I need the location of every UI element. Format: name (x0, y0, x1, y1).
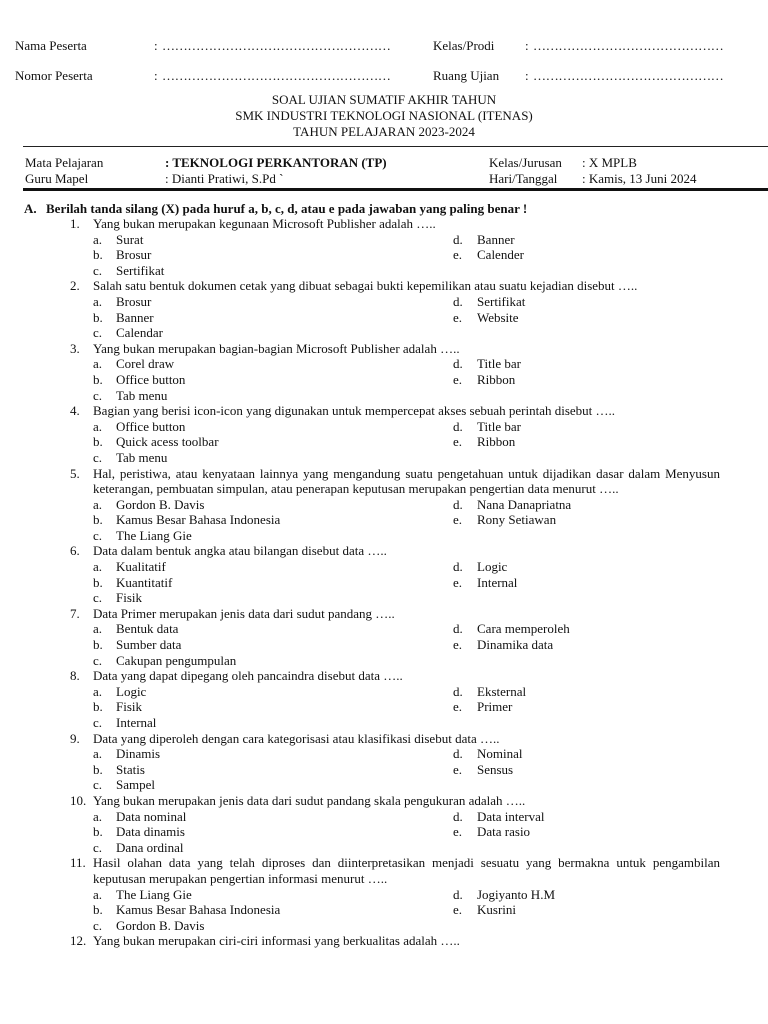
option-letter-d[interactable]: d. (453, 621, 463, 637)
question-number: 2. (70, 278, 80, 294)
question-item (0, 341, 768, 403)
option-letter-d[interactable]: d. (453, 231, 463, 247)
option-row (0, 653, 768, 669)
option-text-b: Fisik (116, 699, 143, 715)
option-text-c: Sertifikat (116, 262, 165, 278)
option-letter-e[interactable]: e. (453, 824, 463, 840)
option-text-d: Sertifikat (477, 293, 526, 309)
option-row (0, 762, 768, 778)
option-text-b: Kamus Besar Bahasa Indonesia (116, 902, 281, 918)
nama-label: Nama Peserta (15, 38, 87, 53)
option-text-e: Data rasio (477, 824, 531, 840)
option-letter-a[interactable]: a. (93, 621, 103, 637)
option-row (0, 419, 768, 435)
option-row (0, 512, 768, 528)
option-letter-a[interactable]: a. (93, 886, 103, 902)
kelas-prodi-field[interactable]: ……………………………………… (533, 38, 724, 53)
hari-tanggal-value: : Kamis, 13 Juni 2024 (582, 171, 697, 186)
option-text-c: Dana ordinal (116, 839, 184, 855)
question-number: 4. (70, 403, 80, 419)
question-number: 9. (70, 730, 80, 746)
header-divider-bottom (23, 188, 768, 191)
option-letter-e[interactable]: e. (453, 699, 463, 715)
option-text-b: Sumber data (116, 637, 182, 653)
option-row (0, 902, 768, 918)
option-letter-a[interactable]: a. (93, 746, 103, 762)
option-letter-e[interactable]: e. (453, 574, 463, 590)
option-row (0, 325, 768, 341)
option-list (0, 887, 768, 934)
ruang-field[interactable]: ……………………………………… (533, 68, 724, 83)
question-number: 5. (70, 465, 80, 481)
option-text-e: Rony Setiawan (477, 512, 557, 528)
option-text-a: Brosur (116, 293, 152, 309)
option-list (0, 232, 768, 279)
option-letter-c[interactable]: c. (93, 262, 103, 278)
option-row (0, 918, 768, 934)
question-text: Yang bukan merupakan bagian-bagian Microsoft Publisher adalah ….. (93, 340, 460, 356)
option-letter-e[interactable]: e. (453, 309, 463, 325)
option-text-b: Statis (116, 761, 145, 777)
option-row (0, 715, 768, 731)
option-row (0, 388, 768, 404)
option-text-c: The Liang Gie (116, 527, 192, 543)
option-letter-d[interactable]: d. (453, 559, 463, 575)
option-text-e: Dinamika data (477, 637, 554, 653)
option-letter-c[interactable]: c. (93, 777, 103, 793)
instruction-text: Berilah tanda silang (X) pada huruf a, b, c, d, atau e pada jawaban yang paling benar ! (46, 201, 528, 216)
option-text-e: Internal (477, 574, 518, 590)
option-text-e: Sensus (477, 761, 514, 777)
option-letter-a[interactable]: a. (93, 683, 103, 699)
option-letter-a[interactable]: a. (93, 559, 103, 575)
option-letter-d[interactable]: d. (453, 418, 463, 434)
option-letter-c[interactable]: c. (93, 715, 103, 730)
option-row (0, 590, 768, 606)
option-row (0, 247, 768, 263)
question-text: Data yang diperoleh dengan cara kategorisasi atau klasifikasi disebut data ….. (93, 730, 500, 746)
question-text: Hasil olahan data yang telah diproses dan diinterpretasikan menjadi sesuatu yang bermakna untuk pengambilan keputusan merupakan pengertian informasi menurut ….. (93, 855, 720, 886)
option-text-c: Gordon B. Davis (116, 917, 205, 933)
question-text: Hal, peristiwa, atau kenyataan lainnya yang mengandung suatu pengetahuan untuk dijadikan dasar dalam Menyusun keterangan, pembuatan simpulan, atau penerapan keputusan merupakan pengertian data menurut ….. (93, 465, 720, 497)
option-letter-b[interactable]: b. (93, 309, 103, 325)
option-letter-c[interactable]: c. (93, 527, 103, 543)
option-list (0, 294, 768, 341)
option-row (0, 232, 768, 248)
question-list (0, 216, 768, 949)
option-text-a: Gordon B. Davis (116, 496, 205, 512)
option-row (0, 310, 768, 326)
option-row (0, 746, 768, 762)
question-number: 8. (70, 668, 80, 684)
option-text-c: Sampel (116, 777, 155, 793)
option-row (0, 434, 768, 450)
option-letter-e[interactable]: e. (453, 902, 463, 918)
option-letter-b[interactable]: b. (93, 247, 103, 263)
question-item (0, 403, 768, 465)
option-row (0, 637, 768, 653)
option-letter-e[interactable]: e. (453, 761, 463, 777)
question-item (0, 933, 768, 949)
option-text-d: Cara memperoleh (477, 621, 570, 637)
option-letter-a[interactable]: a. (93, 293, 103, 309)
option-text-c: Internal (116, 715, 157, 730)
option-row (0, 294, 768, 310)
option-text-d: Title bar (477, 356, 521, 372)
option-letter-a[interactable]: a. (93, 496, 103, 512)
question-text: Salah satu bentuk dokumen cetak yang dibuat sebagai bukti kepemilikan atau suatu kejadian disebut ….. (93, 278, 638, 294)
question-number: 10. (70, 792, 87, 808)
question-number: 1. (70, 216, 80, 231)
question-item (0, 731, 768, 793)
mapel-value: : TEKNOLOGI PERKANTORAN (TP) (165, 155, 387, 170)
option-row (0, 263, 768, 279)
option-letter-c[interactable]: c. (93, 839, 103, 855)
option-row (0, 621, 768, 637)
identity-row-1 (15, 38, 755, 54)
question-number: 6. (70, 543, 80, 559)
option-text-a: Surat (116, 231, 144, 247)
option-letter-c[interactable]: c. (93, 590, 103, 606)
option-text-a: Corel draw (116, 356, 175, 372)
option-letter-c[interactable]: c. (93, 387, 103, 403)
option-text-c: Cakupan pengumpulan (116, 652, 237, 668)
option-text-b: Kuantitatif (116, 574, 173, 590)
option-letter-a[interactable]: a. (93, 808, 103, 824)
option-text-d: Title bar (477, 418, 521, 434)
option-text-e: Kusrini (477, 902, 516, 918)
option-row (0, 887, 768, 903)
option-row (0, 777, 768, 793)
question-text: Data Primer merupakan jenis data dari sudut pandang ….. (93, 605, 395, 621)
option-list (0, 621, 768, 668)
option-text-e: Ribbon (477, 371, 516, 387)
option-text-d: Nominal (477, 746, 523, 762)
ruang-colon: : (525, 68, 529, 83)
question-text: Yang bukan merupakan kegunaan Microsoft Publisher adalah ….. (93, 216, 436, 231)
option-letter-e[interactable]: e. (453, 434, 463, 450)
option-text-a: Dinamis (116, 746, 161, 762)
question-item (0, 793, 768, 855)
option-letter-e[interactable]: e. (453, 371, 463, 387)
question-item (0, 855, 768, 933)
option-text-a: Bentuk data (116, 621, 179, 637)
option-letter-d[interactable]: d. (453, 683, 463, 699)
option-list (0, 497, 768, 544)
option-text-b: Data dinamis (116, 824, 185, 840)
section-letter: A. (24, 201, 37, 216)
option-letter-c[interactable]: c. (93, 917, 103, 933)
option-text-a: Kualitatif (116, 559, 166, 575)
school-name: SMK INDUSTRI TEKNOLOGI NASIONAL (ITENAS) (235, 108, 533, 123)
option-letter-c[interactable]: c. (93, 325, 103, 341)
option-row (0, 356, 768, 372)
question-text: Bagian yang berisi icon-icon yang digunakan untuk mempercepat akses sebuah perintah disebut ….. (93, 403, 616, 419)
option-text-d: Nana Danapriatna (477, 496, 572, 512)
option-letter-b[interactable]: b. (93, 512, 103, 528)
nama-field[interactable]: ……………………………………………… (162, 38, 391, 53)
option-letter-b[interactable]: b. (93, 824, 103, 840)
option-text-e: Ribbon (477, 434, 516, 450)
question-text: Yang bukan merupakan ciri-ciri informasi yang berkualitas adalah ….. (93, 933, 460, 949)
option-letter-e[interactable]: e. (453, 247, 463, 263)
nomor-field[interactable]: ……………………………………………… (162, 68, 391, 83)
option-row (0, 699, 768, 715)
option-text-b: Office button (116, 371, 186, 387)
section-instruction (24, 201, 527, 217)
option-row (0, 450, 768, 466)
hari-tanggal-label: Hari/Tanggal (489, 171, 558, 186)
question-number: 12. (70, 933, 87, 949)
option-text-a: Logic (116, 683, 147, 699)
question-number: 3. (70, 340, 80, 356)
option-letter-d[interactable]: d. (453, 886, 463, 902)
nomor-colon: : (154, 68, 158, 83)
question-item (0, 466, 768, 544)
option-letter-b[interactable]: b. (93, 902, 103, 918)
option-text-d: Logic (477, 559, 508, 575)
option-letter-b[interactable]: b. (93, 434, 103, 450)
question-item (0, 668, 768, 730)
option-text-c: Tab menu (116, 387, 168, 403)
option-letter-b[interactable]: b. (93, 761, 103, 777)
guru-label: Guru Mapel (25, 171, 89, 186)
option-text-a: Office button (116, 418, 186, 434)
option-text-b: Brosur (116, 247, 152, 263)
question-text: Data yang dapat dipegang oleh pancaindra disebut data ….. (93, 668, 403, 684)
option-row (0, 575, 768, 591)
option-letter-a[interactable]: a. (93, 231, 103, 247)
option-row (0, 372, 768, 388)
option-letter-b[interactable]: b. (93, 637, 103, 653)
kelas-prodi-colon: : (525, 38, 529, 53)
option-text-c: Calendar (116, 325, 163, 341)
option-letter-b[interactable]: b. (93, 574, 103, 590)
mapel-label: Mata Pelajaran (25, 155, 104, 170)
option-letter-e[interactable]: e. (453, 637, 463, 653)
option-text-d: Eksternal (477, 683, 527, 699)
option-text-c: Fisik (116, 590, 143, 606)
guru-value: : Dianti Pratiwi, S.Pd ` (165, 171, 284, 186)
option-text-c: Tab menu (116, 449, 168, 465)
option-row (0, 528, 768, 544)
option-text-d: Banner (477, 231, 515, 247)
question-item (0, 543, 768, 605)
exam-title: SOAL UJIAN SUMATIF AKHIR TAHUN (271, 92, 497, 107)
identity-row-2 (15, 68, 755, 84)
option-text-b: Banner (116, 309, 154, 325)
question-item (0, 216, 768, 278)
option-list (0, 746, 768, 793)
option-letter-d[interactable]: d. (453, 293, 463, 309)
option-letter-b[interactable]: b. (93, 699, 103, 715)
question-item (0, 606, 768, 668)
option-row (0, 809, 768, 825)
option-list (0, 809, 768, 856)
option-list (0, 559, 768, 606)
option-letter-a[interactable]: a. (93, 356, 103, 372)
option-list (0, 356, 768, 403)
option-letter-e[interactable]: e. (453, 512, 463, 528)
kelas-jurusan-label: Kelas/Jurusan (489, 155, 562, 170)
option-letter-a[interactable]: a. (93, 418, 103, 434)
header-divider-top (23, 146, 768, 147)
nama-colon: : (154, 38, 158, 53)
option-letter-b[interactable]: b. (93, 371, 103, 387)
option-text-a: Data nominal (116, 808, 187, 824)
question-number: 11. (70, 855, 86, 871)
option-text-e: Primer (477, 699, 513, 715)
option-row (0, 559, 768, 575)
option-row (0, 497, 768, 513)
option-list (0, 419, 768, 466)
option-text-d: Data interval (477, 808, 545, 824)
option-row (0, 824, 768, 840)
option-text-a: The Liang Gie (116, 886, 192, 902)
nomor-label: Nomor Peserta (15, 68, 93, 83)
kelas-prodi-label: Kelas/Prodi (433, 38, 495, 53)
option-text-e: Website (477, 309, 519, 325)
option-text-b: Kamus Besar Bahasa Indonesia (116, 512, 281, 528)
question-item (0, 278, 768, 340)
option-letter-d[interactable]: d. (453, 496, 463, 512)
option-row (0, 840, 768, 856)
academic-year: TAHUN PELAJARAN 2023-2024 (293, 124, 475, 139)
option-text-d: Jogiyanto H.M (477, 886, 555, 902)
question-text: Data dalam bentuk angka atau bilangan disebut data ….. (93, 543, 387, 559)
option-row (0, 684, 768, 700)
question-text: Yang bukan merupakan jenis data dari sudut pandang skala pengukuran adalah ….. (93, 792, 526, 808)
ruang-label: Ruang Ujian (433, 68, 500, 83)
option-text-b: Quick acess toolbar (116, 434, 219, 450)
option-text-e: Calender (477, 247, 524, 263)
option-letter-c[interactable]: c. (93, 449, 103, 465)
question-number: 7. (70, 605, 80, 621)
option-letter-d[interactable]: d. (453, 746, 463, 762)
option-letter-c[interactable]: c. (93, 652, 103, 668)
option-letter-d[interactable]: d. (453, 356, 463, 372)
kelas-jurusan-value: : X MPLB (582, 155, 637, 170)
option-list (0, 684, 768, 731)
option-letter-d[interactable]: d. (453, 808, 463, 824)
